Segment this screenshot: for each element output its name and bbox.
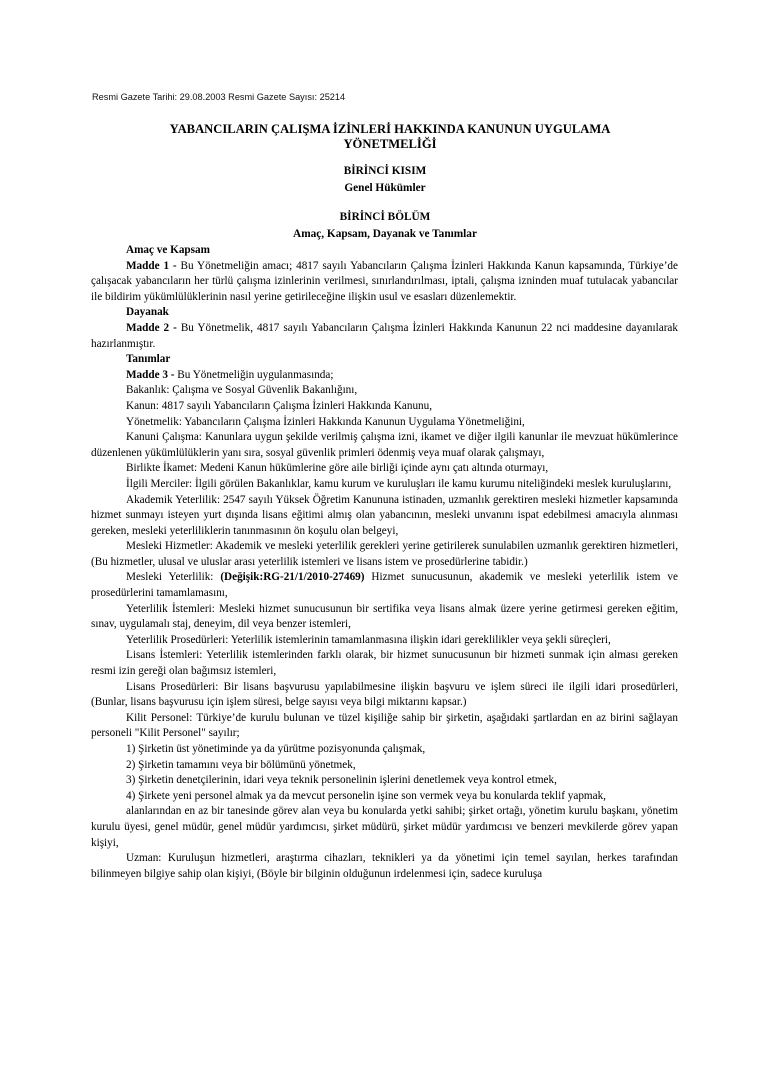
article-2-heading: Dayanak — [126, 306, 169, 319]
chapter-title: BİRİNCİ BÖLÜM — [339, 211, 431, 223]
definition-mesleki-yeterlilik: Mesleki Yeterlilik: (Değişik:RG-21/1/2010-27469) Hizmet sunucusunun, akademik ve mesleki yeterlilik istem ve prosedürlerini tamamlamasını, — [91, 571, 678, 600]
definition-yeterlilik-prosedurleri: Yeterlilik Prosedürleri: Yeterlilik istemlerinin tamamlanmasına ilişkin idari gereklilikler veya şekli süreçleri, — [126, 633, 611, 646]
kilit-personel-item-1: 1) Şirketin üst yönetiminde ya da yürütme pozisyonunda çalışmak, — [126, 743, 426, 755]
definition-yonetmelik: Yönetmelik: Yabancıların Çalışma İzinleri Hakkında Kanunun Uygulama Yönetmeliğini, — [126, 415, 525, 428]
article-1-text: Madde 1 - Bu Yönetmeliğin amacı; 4817 sayılı Yabancıların Çalışma İzinleri Hakkında Kanun kapsamında, Türkiye’de çalışacak yabancıların her türlü çalışma izinlerinin verilmesi, sınırlandırılması, iptali, çalışma izninden muaf tutulacak yabancılar ile bildirim yükümlülüklerinin nasıl yerine getirileceğine ilişkin usul ve esasları düzenlemektir. — [91, 259, 678, 303]
amendment-note: (Değişik:RG-21/1/2010-27469) — [220, 571, 365, 584]
part-heading — [100, 163, 670, 197]
definition-kilit-personel: Kilit Personel: Türkiye’de kurulu bulunan ve tüzel kişiliğe sahip bir şirketin, aşağıdaki şartlardan en az birini sağlayan personeli "Kilit Personel" sayılır; — [91, 711, 678, 740]
article-1-label: Madde 1 - — [126, 259, 177, 272]
definition-ilgili-merciler: İlgili Merciler: İlgili görülen Bakanlıklar, kamu kurum ve kuruluşları ile kamu kurumu niteliğindeki meslek kuruluşlarını, — [126, 477, 672, 490]
part-subtitle: Genel Hükümler — [344, 182, 426, 194]
kilit-personel-item-4: 4) Şirkete yeni personel almak ya da mevcut personelin işine son vermek veya bu konularda teklif yapmak, — [126, 789, 606, 802]
article-2-text: Madde 2 - Bu Yönetmelik, 4817 sayılı Yabancıların Çalışma İzinleri Hakkında Kanunun 22 nci maddesine dayanılarak hazırlanmıştır. — [91, 321, 678, 350]
definition-kanuni-calisma: Kanuni Çalışma: Kanunlara uygun şekilde verilmiş çalışma izni, ikamet ve diğer ilgili kanunlar ile mevzuat hükümlerince düzenlenen yükümlülüklerin yanı sıra, sosyal güvenlik primleri ödenmiş veya muaf olarak çalışmayı, — [91, 431, 678, 459]
definition-bakanlik: Bakanlık: Çalışma ve Sosyal Güvenlik Bakanlığını, — [126, 384, 358, 397]
article-1-heading: Amaç ve Kapsam — [126, 244, 210, 256]
definition-kanun: Kanun: 4817 sayılı Yabancıların Çalışma İzinleri Hakkında Kanunu, — [126, 399, 433, 412]
document-body — [91, 243, 678, 882]
gazette-header: Resmi Gazete Tarihi: 29.08.2003 Resmi Gazete Sayısı: 25214 — [92, 92, 346, 102]
article-3-heading: Tanımlar — [126, 353, 171, 366]
title-line-2: YÖNETMELİĞİ — [343, 137, 437, 151]
kilit-personel-summary: alanlarından en az bir tanesinde görev alan veya bu konularda yetki sahibi; şirket ortağı, yönetim kurulu başkanı, yönetim kurulu üyesi, genel müdür, genel müdür yardımcısı, şirket müdürü, şirket müdür yardımcısı ve benzeri mevkilerde görev yapan kişiyi, — [91, 805, 678, 849]
kilit-personel-item-3: 3) Şirketin denetçilerinin, idari veya teknik personelinin işlerini denetlemek veya kontrol etmek, — [126, 774, 557, 787]
definition-yeterlilik-istemleri: Yeterlilik İstemleri: Mesleki hizmet sunucusunun bir sertifika veya lisans almak üzere yerine getirmesi gereken eğitim, sınav, uygulamalı staj, deneyim, dil veya benzer istemleri, — [91, 602, 678, 631]
article-3-intro: Madde 3 - Bu Yönetmeliğin uygulanmasında; — [126, 368, 334, 381]
article-3-label: Madde 3 - — [126, 368, 175, 381]
chapter-heading — [100, 209, 670, 243]
part-title: BİRİNCİ KISIM — [343, 165, 427, 177]
regulation-title — [100, 122, 680, 152]
article-2-label: Madde 2 - — [126, 321, 177, 334]
definition-uzman: Uzman: Kuruluşun hizmetleri, araştırma cihazları, teknikleri ya da yönetimi için temel sayılan, herkes tarafından bilinmeyen bilgiye sahip olan kişiyi, (Böyle bir bilginin olduğunun irdelenmesi için, sadece kuruluşa — [91, 852, 678, 880]
title-line-1: YABANCILARIN ÇALIŞMA İZİNLERİ HAKKINDA KANUNUN UYGULAMA — [169, 122, 611, 136]
chapter-subtitle: Amaç, Kapsam, Dayanak ve Tanımlar — [293, 228, 477, 240]
definition-akademik-yeterlilik: Akademik Yeterlilik: 2547 sayılı Yüksek Öğretim Kanununa istinaden, uzmanlık gerektiren mesleki hizmetler kapsamında hizmet sunmayı isteyen yurt dışında lisans eğitimi almış olan yabancının, mesleki unvanını ispat edebilmesi amacıyla alınması gereken, mesleki yeterliliklerin tanınmasının ön koşulu olan belgeyi, — [91, 493, 678, 537]
definition-lisans-prosedurleri: Lisans Prosedürleri: Bir lisans başvurusu yapılabilmesine ilişkin başvuru ve işlem süreci ile ilgili idari prosedürleri, (Bunlar, lisans başvurusu için işlem süresi, belge sayısı veya bilgi miktarını kapsar.) — [91, 680, 678, 709]
definition-lisans-istemleri: Lisans İstemleri: Yeterlilik istemlerinden farklı olarak, bir hizmet sunucusunun bir hizmeti sunmak için alması gereken resmi izin gereği olan bağımsız istemleri, — [91, 649, 678, 678]
kilit-personel-item-2: 2) Şirketin tamamını veya bir bölümünü yönetmek, — [126, 758, 356, 771]
definition-birlikte-ikamet: Birlikte İkamet: Medeni Kanun hükümlerine göre aile birliği içinde aynı çatı altında oturmayı, — [126, 462, 549, 475]
definition-mesleki-hizmetler: Mesleki Hizmetler: Akademik ve mesleki yeterlilik gerekleri yerine getirilerek sunulabilen uzmanlık gerektiren hizmetleri, (Bu hizmetler, ulusal ve uluslar arası yeterlilik istemleri ve lisans istem ve prosedürlerine tabidir.) — [91, 540, 678, 568]
